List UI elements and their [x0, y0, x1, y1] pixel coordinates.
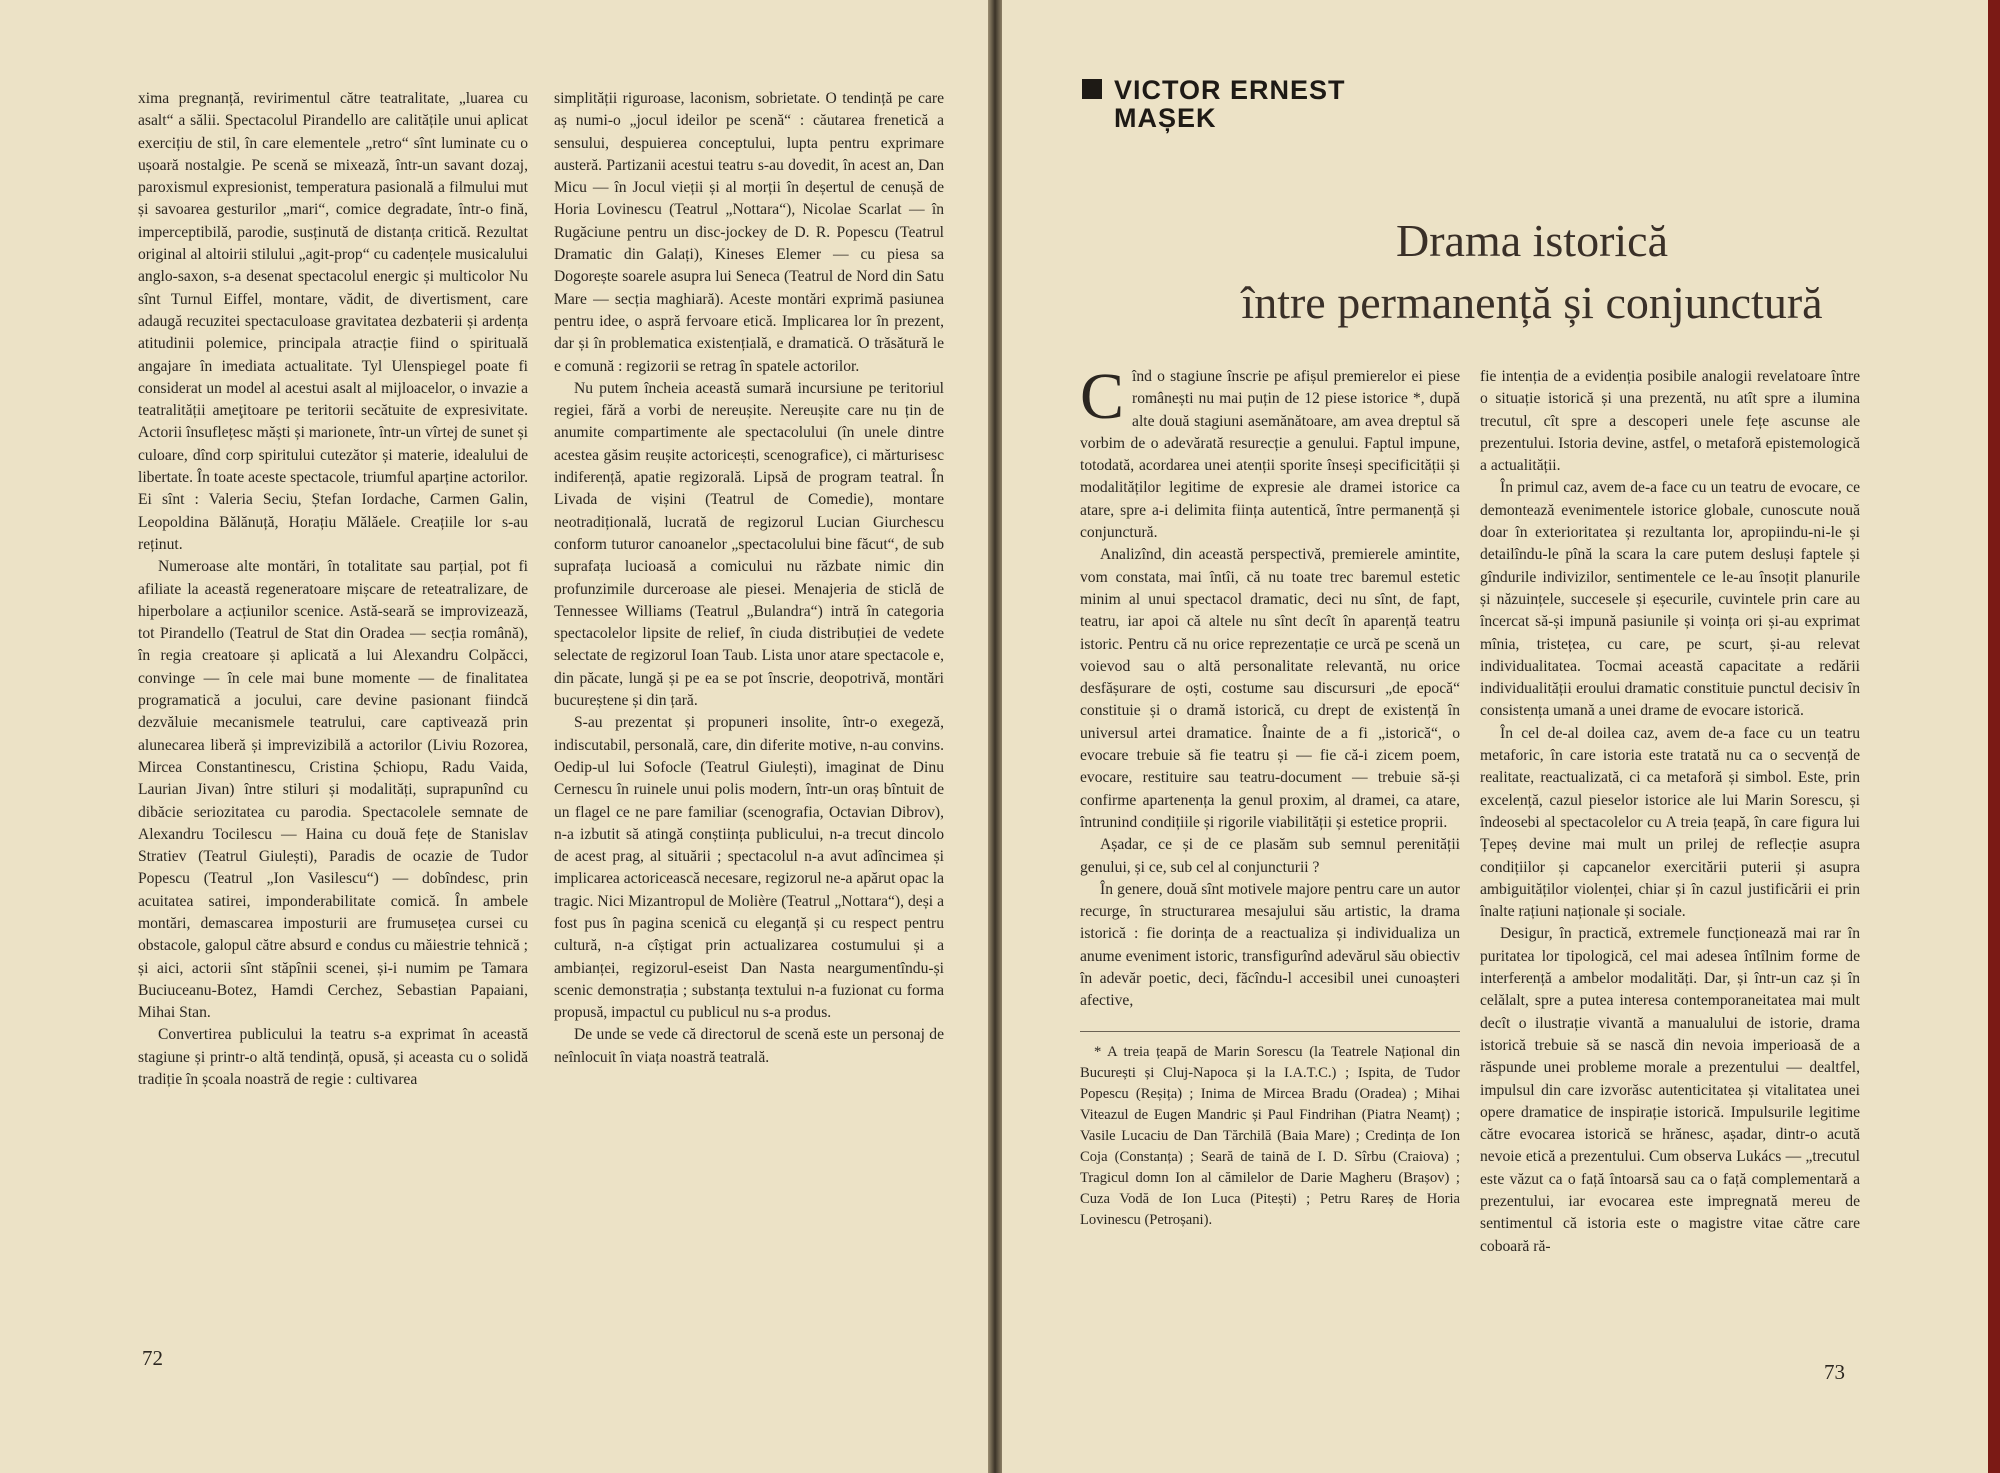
footnote: [1080, 1031, 1460, 1231]
paragraph: De unde se vede că directorul de scenă este un personaj de neînlocuit în viața noastră teatrală.: [554, 1026, 944, 1066]
page-number-right: 73: [1824, 1360, 1845, 1384]
right-column-1: [1080, 366, 1460, 1356]
footnote-text: * A treia țeapă de Marin Sorescu (la Teatrele Național din București și Cluj-Napoca și la I.A.T.C.) ; Ispita, de Tudor Popescu (Reșița) ; Inima de Mircea Bradu (Oradea) ; Mihai Viteazul de Eugen Mandric și Paul Findrihan (Piatra Neamț) ; Vasile Lucaciu de Dan Tărchilă (Baia Mare) ; Credința de Ion Coja (Constanța) ; Seară de taină de I. D. Sîrbu (Craiova) ; Tragicul domn Ion al cămilelor de Darie Magheru (Brașov) ; Cuza Vodă de Ion Luca (Pitești) ; Petru Rareș de Horia Lovinescu (Petroșani).: [1080, 1043, 1460, 1228]
page-number-left: 72: [142, 1346, 163, 1370]
paragraph: În cel de-al doilea caz, avem de-a face cu un teatru metaforic, în care istoria este tratată nu ca o secvență de realitate, reactualizată, ci ca metaforă și simbol. Este, prin excelență, cazul pieselor istorice ale lui Marin Sorescu, și îndeosebi al spectacolelor cu A treia țeapă, în care figura lui Țepeș devine mai mult un prilej de reflecție asupra condițiilor și capcanelor exercitării puterii și asupra ambiguităților violenței, chiar și în cazul justificării ei prin înalte rațiuni naționale și sociale.: [1480, 724, 1860, 921]
paragraph: În primul caz, avem de-a face cu un teatru de evocare, ce demontează evenimentele istorice globale, cunoscute nouă doar în exterioritatea și rezultanta lor, apropiindu-ni-le și detailîndu-le pînă la scara la care putem desluși faptele și gîndurile indivizilor, sentimentele ce le-au însoțit planurile și năzuințele, succesele și eșecurile, cuvintele prin care au încercat să-și impună pasiunile și voința ori și-au exprimat mînia, tristețea, cu care, pe scurt, și-au relevat individualitatea. Tocmai această capacitate a redării individualității eroului dramatic constituie punctul decisiv în consistența umană a unei drame de evocare istorică.: [1480, 479, 1860, 720]
paragraph: Desigur, în practică, extremele funcționează mai rar în puritatea lor tipologică, cel mai adesea întîlnim forme de interferență a ambelor modalități. Dar, și într-un caz și în celălalt, spre a putea interesa contemporaneitatea mai mult decît o ilustrație vivantă a manualului de istorie, drama istorică trebuie să se nască din nevoia imperioasă de a răspunde unei probleme morale a prezentului — dealtfel, impulsul din care izvorăsc autenticitatea și vitalitatea unei opere dramatice de inspirație istorică. Impulsurile legitime către evocarea istorică se hrănesc, așadar, dintr-o acută nevoie etică a prezentului. Cum observa Lukács — „trecutul este văzut ca o față întoarsă sau ca o față complementară a prezentului, iar evocarea este impregnată mereu de sentimentul că istoria este o magistre vitae către care coboară ră-: [1480, 925, 1860, 1255]
right-column-2: [1480, 366, 1860, 1356]
paragraph: Convertirea publicului la teatru s-a exprimat în această stagiune și printr-o altă tendință, opusă, și aceasta cu o solidă tradiție în școala noastră de regie : cultivarea: [138, 1026, 528, 1089]
book-gutter: [988, 0, 1002, 1473]
paragraph: fie intenția de a evidenția posibile analogii revelatoare între o situație istorică și una prezentă, nu atît spre a ilumina trecutul, cît spre a descoperi unele fețe ascunse ale prezentului. Istoria devine, astfel, o metaforă epistemologică a actualității.: [1480, 368, 1860, 475]
paragraph: simplității riguroase, laconism, sobrietate. O tendință pe care aș numi-o „jocul ideilor pe scenă“ : căutarea frenetică a sensului, despuierea conceptului, lupta pentru exprimare austeră. Partizanii acestui teatru s-au dovedit, în acest an, Dan Micu — în Jocul vieții și al morții în deșertul de cenușă de Horia Lovinescu (Teatrul „Nottara“), Nicolae Scarlat — în Rugăciune pentru un disc-jockey de D. R. Popescu (Teatrul Dramatic din Galați), Kineses Elemer — cu piesa sa Dogorește soarele asupra lui Seneca (Teatrul de Nord din Satu Mare — secția maghiară). Aceste montări exprimă pasiunea pentru idee, o aspră fervoare etică. Implicarea lor în prezent, dar și în problematica existențială, e dramatică. O trăsătură le e comună : regizorii se retrag în spatele actorilor.: [554, 90, 944, 375]
article-title: [1152, 210, 1912, 334]
author-name: VICTOR ERNEST MAȘEK: [1082, 76, 1346, 132]
left-column-2: [554, 88, 944, 1248]
paragraph: Așadar, ce și de ce plasăm sub semnul perenității genului, și ce, sub cel al conjuncturii ?: [1080, 836, 1460, 876]
paragraph: Analizînd, din această perspectivă, premierele amintite, vom constata, mai întîi, că nu toate trec baremul estetic minim al unui spectacol dramatic, deci nu sînt, de fapt, teatru, iar apoi că altele nu sînt decît în aparență teatru istoric. Pentru că nu orice reprezentație ce urcă pe scenă un voievod sau o altă personalitate relevantă, nu orice desfășurare de oști, costume sau discursuri „de epocă“ constituie și o dramă istorică, cu drept de existență în universul artei dramatice. Înainte de a fi „istorică“, o evocare trebuie să fie teatru și — fie că-i zicem poem, evocare, restituire sau teatru-document — trebuie să-și confirme apartenența la genul proxim, al dramei, ca atare, întrunind condițiile și rigorile viabilității și estetice proprii.: [1080, 546, 1460, 831]
title-line-2: între permanență și conjunctură: [1241, 277, 1823, 328]
title-line-1: Drama istorică: [1395, 215, 1669, 266]
left-page: [0, 0, 988, 1473]
left-column-1: [138, 88, 528, 1248]
book-edge: [1988, 0, 2000, 1473]
author-marker-square: [1082, 79, 1102, 99]
paragraph: În genere, două sînt motivele majore pentru care un autor recurge, în structurarea mesajului său artistic, la drama istorică : fie dorința de a reactualiza și individualiza un anume eveniment istoric, transfigurînd adevărul său obiectiv în adevăr poetic, deci, făcîndu-l accesibil unei cunoașteri afective,: [1080, 880, 1460, 1010]
paragraph: Numeroase alte montări, în totalitate sau parțial, pot fi afiliate la această regeneratoare mișcare de reteatralizare, de hiperbolare a acțiunilor scenice. Astă-seară se improvizează, tot Pirandello (Teatrul de Stat din Oradea — secția română), în regia creatoare și aplicată a lui Alexandru Colpăcci, convinge — în cele mai bune momente — de finalitatea programatică a jocului, care devine pasionant fiindcă dezvăluie mecanismele teatrului, care captivează prin alunecarea liberă și imprevizibilă a actorilor (Liviu Rozorea, Mircea Constantinescu, Cristina Șchiopu, Radu Vaida, Laurian Jivan) între stiluri și modalități, suprapunînd cu dibăcie seriozitatea cu parodia. Spectacolele semnate de Alexandru Tocilescu — Haina cu două fețe de Stanislav Stratiev (Teatrul Giulești), Paradis de ocazie de Tudor Popescu (Teatrul „Ion Vasilescu“) — dobîndesc, prin acuitatea satirei, imponderabilitate comică. În ambele montări, demascarea imposturii are frumusețea cursei cu obstacole, galopul către absurd e condus cu măiestrie tehnică ; și aici, actorii sînt stăpînii scenei, și-i numim pe Tamara Buciuceanu-Botez, Hamdi Cerchez, Sebastian Papaiani, Mihai Stan.: [138, 558, 528, 1022]
paragraph: Nu putem încheia această sumară incursiune pe teritoriul regiei, fără a vorbi de nereușite. Nereușite care nu țin de anumite compartimente ale spectacolului (în unele dintre acestea găsim reușite actoricești, scenografice), ci mărturisesc indiferență, apatie regizorală. Lipsă de program teatral. În Livada de vișini (Teatrul de Comedie), montare neotradițională, lucrată de regizorul Lucian Giurchescu conform tuturor canoanelor „spectacolului bine făcut“, de sub suprafața lucioasă a comicului nu răzbate nimic din profunzimile durceroase ale piesei. Menajeria de sticlă de Tennessee Williams (Teatrul „Bulandra“) intră în categoria spectacolelor lipsite de relief, în ciuda distribuției de vedete selectate de regizorul Ioan Taub. Lista unor atare spectacole e, din păcate, lungă și pe ea se pot înscrie, deopotrivă, montări bucureștene și din țară.: [554, 379, 944, 710]
paragraph: S-au prezentat și propuneri insolite, într-o exegeză, indiscutabil, personală, care, din diferite motive, n-au convins. Oedip-ul lui Sofocle (Teatrul Giulești), imaginat de Dinu Cernescu în ruinele unui polis modern, într-un oraș bîntuit de un flagel ce ne pare familiar (scenografia, Octavian Dibrov), n-a izbutit să atingă conștiința publicului, n-a trecut dincolo de acest prag, al situării ; spectacolul n-a avut adîncimea și implicarea actoricească necesare, regizorul ne-a apărut opac la tragic. Nici Mizantropul de Molière (Teatrul „Nottara“), deși a fost pus în pagina scenică cu eleganță și cu respect pentru cultură, n-a cîștigat prin actualizarea costumului și a ambianței, regizorul-eseist Dan Nasta neargumentîndu-și scenic demonstrația ; substanța textului n-a fuzionat cu forma propusă, impactul cu publicul nu s-a produs.: [554, 714, 944, 1022]
paragraph: Cînd o stagiune înscrie pe afișul premierelor ei piese românești nu mai puțin de 12 piese istorice *, după alte două stagiuni asemănătoare, am avea dreptul să vorbim de o adevărată resurecție a genului. Faptul impune, totodată, acordarea unei atenții sporite înseși specificității și modalităților legitime de expresie ale dramei istorice ca atare, spre a-i delimita ființa autentică, între permanență și conjunctură.: [1080, 366, 1460, 542]
right-page: [1002, 0, 1988, 1473]
paragraph: xima pregnanță, revirimentul către teatralitate, „luarea cu asalt“ a sălii. Spectacolul Pirandello are calitățile unui aplicat exercițiu de stil, în care elementele „retro“ sînt luminate cu o ușoară nostalgie. Pe scenă se mixează, într-un savant dozaj, paroxismul expresionist, temperatura pasională a filmului mut și savoarea gesturilor „mari“, comice degradate, într-o fină, imperceptibilă, parodie, susținută de distanța critică. Rezultat original al altoirii stilului „agit-prop“ cu cadențele musicalului anglo-saxon, s-a desenat spectacolul energic și multicolor Nu sînt Turnul Eiffel, montare, vădit, de divertisment, care adaugă recuzitei spectaculoase gravitatea dezbaterii și ardența atitudinii polemice, principala atracție fiind o spirituală angajare în imediata actualitate. Tyl Ulenspiegel poate fi considerat un model al acestui asalt al mijloacelor, o invazie a teatralității ameţitoare pe teritorii secătuite de expresivitate. Actorii însuflețesc măști și marionete, într-un vîrtej de sunet și culoare, dînd corp spiritului cutezător și materie, idealului de libertate. În toate aceste spectacole, triumful aparține actorilor. Ei sînt : Valeria Seciu, Ștefan Iordache, Carmen Galin, Leopoldina Bălănuță, Horațiu Mălăele. Creațiile lor s-au reținut.: [138, 90, 528, 553]
